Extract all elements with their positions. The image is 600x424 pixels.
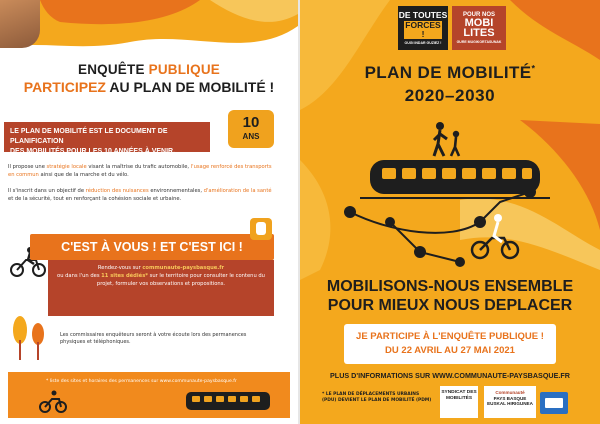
logo2-line1: POUR NOS <box>462 12 495 18</box>
mobility-illustration <box>330 112 570 272</box>
para1-text-c: ainsi que de la marche et du vélo. <box>38 171 129 178</box>
para1-text-a: Il propose une <box>8 164 47 170</box>
duration-badge <box>228 110 274 148</box>
para1-highlight-1: stratégie locale <box>46 164 87 170</box>
logo-de-toutes-forces <box>398 6 448 50</box>
enquete-box <box>344 324 556 364</box>
enquete-dates: DU 22 AVRIL AU 27 MAI 2021 <box>385 345 515 356</box>
subtitle-orange: PARTICIPEZ <box>23 79 106 95</box>
cta-text-c: sur le territoire pour consulter le contenu du projet, formuler vos observations et propositions. <box>96 273 265 287</box>
logo1-line1: DE TOUTES <box>398 10 448 20</box>
cta-sites-count: 11 sites dédiés* <box>101 273 148 279</box>
para2-highlight-1: réduction des nuisances <box>85 188 149 194</box>
right-panel <box>300 0 600 424</box>
pdu-footnote: * LE PLAN DE DÉPLACEMENTS URBAINS (PDU) DEVIENT LE PLAN DE MOBILITÉ (PDM) <box>322 392 432 403</box>
top-decoration <box>0 0 298 62</box>
logo-cpb-line1: Communauté <box>495 390 525 395</box>
plan-title <box>300 63 600 83</box>
logo2-line3: GURE MUGIKORTASUNAK <box>456 40 502 44</box>
definition-banner <box>4 122 210 155</box>
page-subtitle <box>0 79 298 95</box>
cta-text-b: ou dans l'un des <box>57 273 102 279</box>
logo-cpb-line3: EUSKAL HIRIGUNEA <box>487 401 533 407</box>
definition-line-1: LE PLAN DE MOBILITÉ EST LE DOCUMENT DE PLANIFICATION <box>10 128 168 145</box>
badge-unit: ANS <box>242 132 260 141</box>
info-link[interactable]: PLUS D'INFORMATIONS SUR WWW.COMMUNAUTE-PAYSBASQUE.FR <box>330 371 570 380</box>
cta-text-a: Rendez-vous sur <box>97 265 143 271</box>
para2-text-b: environnementales, <box>148 188 204 194</box>
para2-text-a: Il s'inscrit dans un objectif de <box>8 188 86 194</box>
plan-title-text: PLAN DE MOBILITÉ <box>364 63 532 82</box>
badge-number: 10 <box>242 114 260 131</box>
logo-communaute-pays-basque <box>484 386 536 418</box>
commissaires-note: Les commissaires enquêteurs seront à votre écoute lors des permanences physiques et téléphoniques. <box>60 332 247 346</box>
page-title <box>0 62 298 77</box>
footer-bus-icon <box>186 392 270 410</box>
slogan-line-1: MOBILISONS-NOUS ENSEMBLE <box>326 278 574 295</box>
paragraph-strategy <box>8 164 276 179</box>
trees-illustration <box>10 312 50 362</box>
thumbs-up-icon <box>250 218 272 240</box>
footer-bike-icon <box>38 390 68 414</box>
logo1-line2: FORCES ! <box>405 20 441 39</box>
logo-pour-nos-mobilites <box>452 6 506 50</box>
plan-title-star: * <box>531 63 536 74</box>
plan-years: 2020–2030 <box>404 86 496 105</box>
definition-line-2: DES MOBILITÉS POUR LES 10 ANNÉES À VENIR. <box>10 148 176 155</box>
slogan-line-2: POUR MIEUX NOUS DEPLACER <box>327 297 573 314</box>
logo1-line3: OUGI INDAR GUZIEZ ! <box>404 41 442 45</box>
logo-cpb-line2: PAYS BASQUE <box>493 395 527 401</box>
paragraph-objective <box>8 188 276 203</box>
subtitle-dark: AU PLAN DE MOBILITÉ ! <box>105 79 275 95</box>
logo2-line2: MOBI LITES <box>463 17 495 39</box>
title-orange: PUBLIQUE <box>148 62 220 77</box>
cta-website-link[interactable]: communaute-paysbasque.fr <box>142 265 225 271</box>
para1-text-b: visant la maîtrise du trafic automobile, <box>86 164 191 170</box>
para2-highlight-2: d'amélioration de la santé <box>203 188 272 194</box>
title-dark: ENQUÊTE <box>78 62 149 77</box>
cta-box <box>48 260 274 316</box>
photo-image <box>0 0 40 48</box>
para1-highlight-2: l'usage renforcé des transports en commun <box>8 164 272 178</box>
partner-logo <box>540 392 568 414</box>
logo-syndicat-mobilites: SYNDICAT DES MOBILITÉS <box>440 386 478 418</box>
cta-title: C'EST À VOUS ! ET C'EST ICI ! <box>30 234 274 260</box>
left-footer <box>8 372 290 418</box>
left-panel <box>0 0 298 424</box>
para2-text-c: et de la sécurité, tout en renforçant la cohésion sociale et urbaine. <box>8 195 182 202</box>
enquete-line-1: JE PARTICIPE À L'ENQUÊTE PUBLIQUE ! <box>356 331 544 342</box>
footer-note: * liste des sites et horaires des permanences sur www.communaute-paysbasque.fr <box>46 379 237 384</box>
